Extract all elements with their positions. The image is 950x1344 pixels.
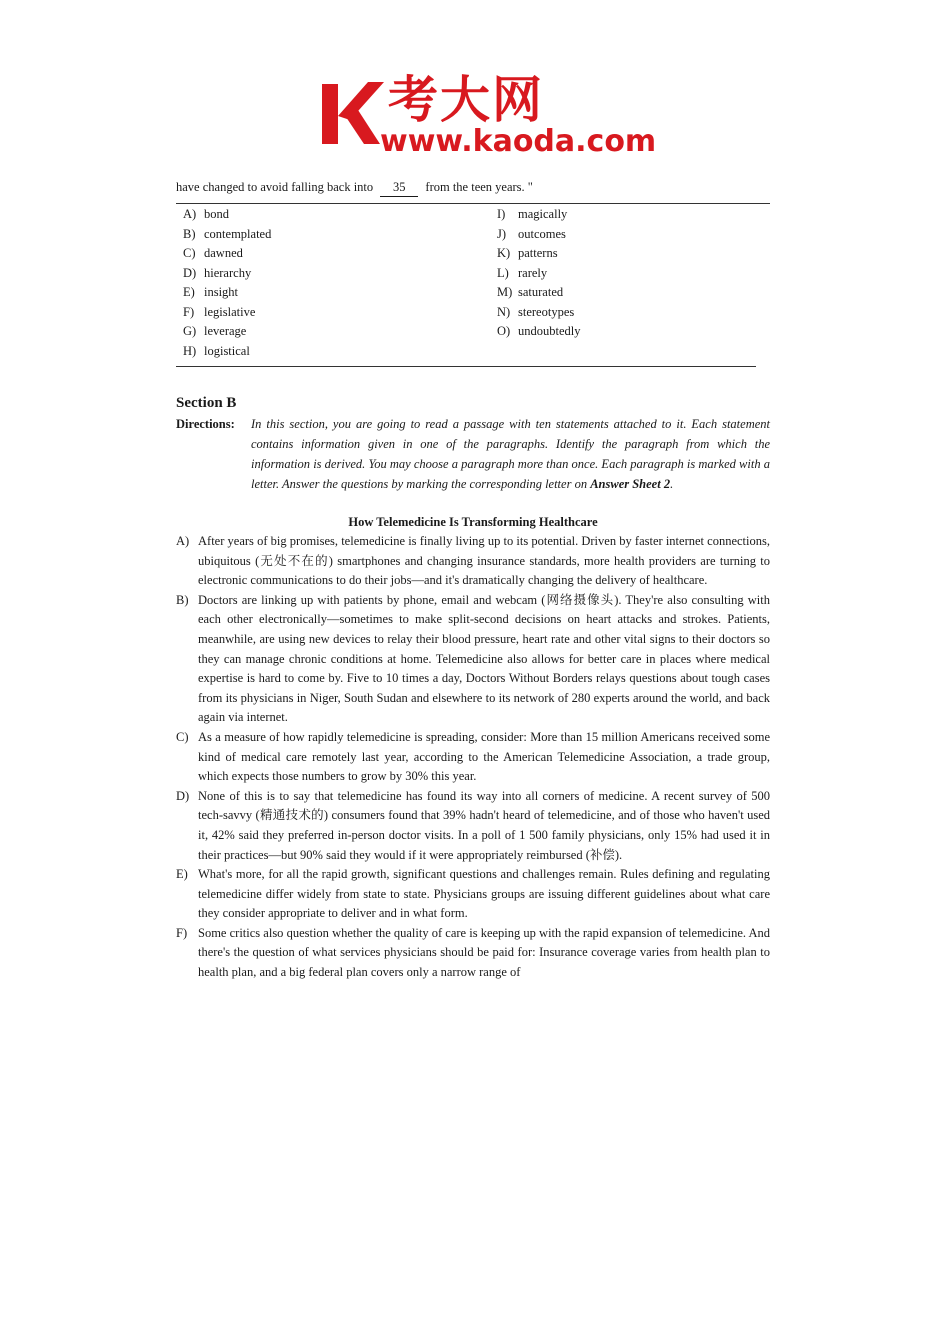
option-item: B) contemplated [183,226,272,241]
answer-sheet-ref: Answer Sheet 2 [590,477,671,491]
option-item: J) outcomes [497,226,566,241]
options-bottom-rule [176,366,756,367]
passage-body [176,532,770,983]
option-item: L) rarely [497,265,548,280]
option-item: C) dawned [183,246,243,260]
paragraph-a: A) After years of big promises, telemedicine is finally living up to its potential. Driven by faster internet connections, ubiquitous (无处不在的) smartphones and changing insurance standards, more health providers are turning to electronic communications to do their jobs—and it's dramatically changing the delivery of healthcare. [176,534,770,588]
passage-title: How Telemedicine Is Transforming Healthcare [348,515,598,529]
option-item: A) bond [183,207,229,221]
option-item: N) stereotypes [497,304,575,319]
options-right-column [497,205,581,342]
options-top-rule [176,203,770,204]
options-left-column [183,205,271,361]
option-item: F) legislative [183,304,256,319]
option-item: D) hierarchy [183,265,252,280]
option-item: O) undoubtedly [497,324,581,338]
kaoda-logo [318,70,657,166]
lead-before: have changed to avoid falling back into [176,180,374,194]
directions-body: In this section, you are going to read a passage with ten statements attached to it. Each statement contains information given in one of the paragraphs. Identify the paragraph from which the information is derived. You may choose a paragraph more than once. Each paragraph is marked with a letter. Answer the questions by marking the corresponding letter on Answer Sheet 2. [251,417,770,491]
k-logo-icon [318,78,386,148]
option-item: E) insight [183,285,239,299]
logo-brand-cn: 考大网 [388,71,544,129]
option-item: G) leverage [183,324,247,338]
option-item: K) patterns [497,246,558,260]
paragraph-f: F) Some critics also question whether the quality of care is keeping up with the rapid expansion of telemedicine. And there's the question of what services physicians should be paid for: Insurance coverage varies from health plan to health plan, and a big federal plan covers only a narrow range of [176,925,770,980]
logo-url: www.kaoda.com [380,124,657,159]
option-item: M) saturated [497,285,564,299]
lead-after: from the teen years. " [425,180,533,194]
lead-sentence [176,178,533,197]
blank-35: 35 [380,178,418,197]
paragraph-d: D) None of this is to say that telemedicine has found its way into all corners of medicine. A recent survey of 500 tech-savvy (精通技术的) consumers found that 39% hadn't heard of telemedicine, and of those who haven't used it, 42% said they preferred in-person doctor visits. In a poll of 1 500 family physicians, only 15% had used it in their practices—but 90% said they would if it were appropriately reimbursed (补偿). [176,788,770,862]
directions [176,414,770,494]
paragraph-e: E) What's more, for all the rapid growth, significant questions and challenges remain. Rules defining and regulating telemedicine differ widely from state to state. Physicians groups are issuing different guidelines about what care they consider appropriate to deliver and in what form. [176,867,770,921]
paragraph-c: C) As a measure of how rapidly telemedicine is spreading, consider: More than 15 million Americans received some kind of medical care remotely last year, according to the American Telemedicine Association, a trade group, which expects those numbers to grow by 30% this year. [176,729,770,784]
directions-label: Directions: [176,417,235,431]
paragraph-b: B) Doctors are linking up with patients by phone, email and webcam (网络摄像头). They're also consulting with each other electronically—sometimes to make split-second decisions on heart attacks and strokes. Patients, meanwhile, are using new devices to relay their blood pressure, heart rate and other vital signs to their doctors so they can manage chronic conditions at home. Telemedicine also allows for better care in places where medical expertise is hard to come by. Five to 10 times a day, Doctors Without Borders relays questions about tough cases from its physicians in Niger, South Sudan and elsewhere to its network of 280 experts around the world, and back again via internet. [176,592,770,725]
option-item: I) magically [497,207,568,221]
option-item: H) logistical [183,343,250,358]
section-title: Section B [176,395,237,411]
